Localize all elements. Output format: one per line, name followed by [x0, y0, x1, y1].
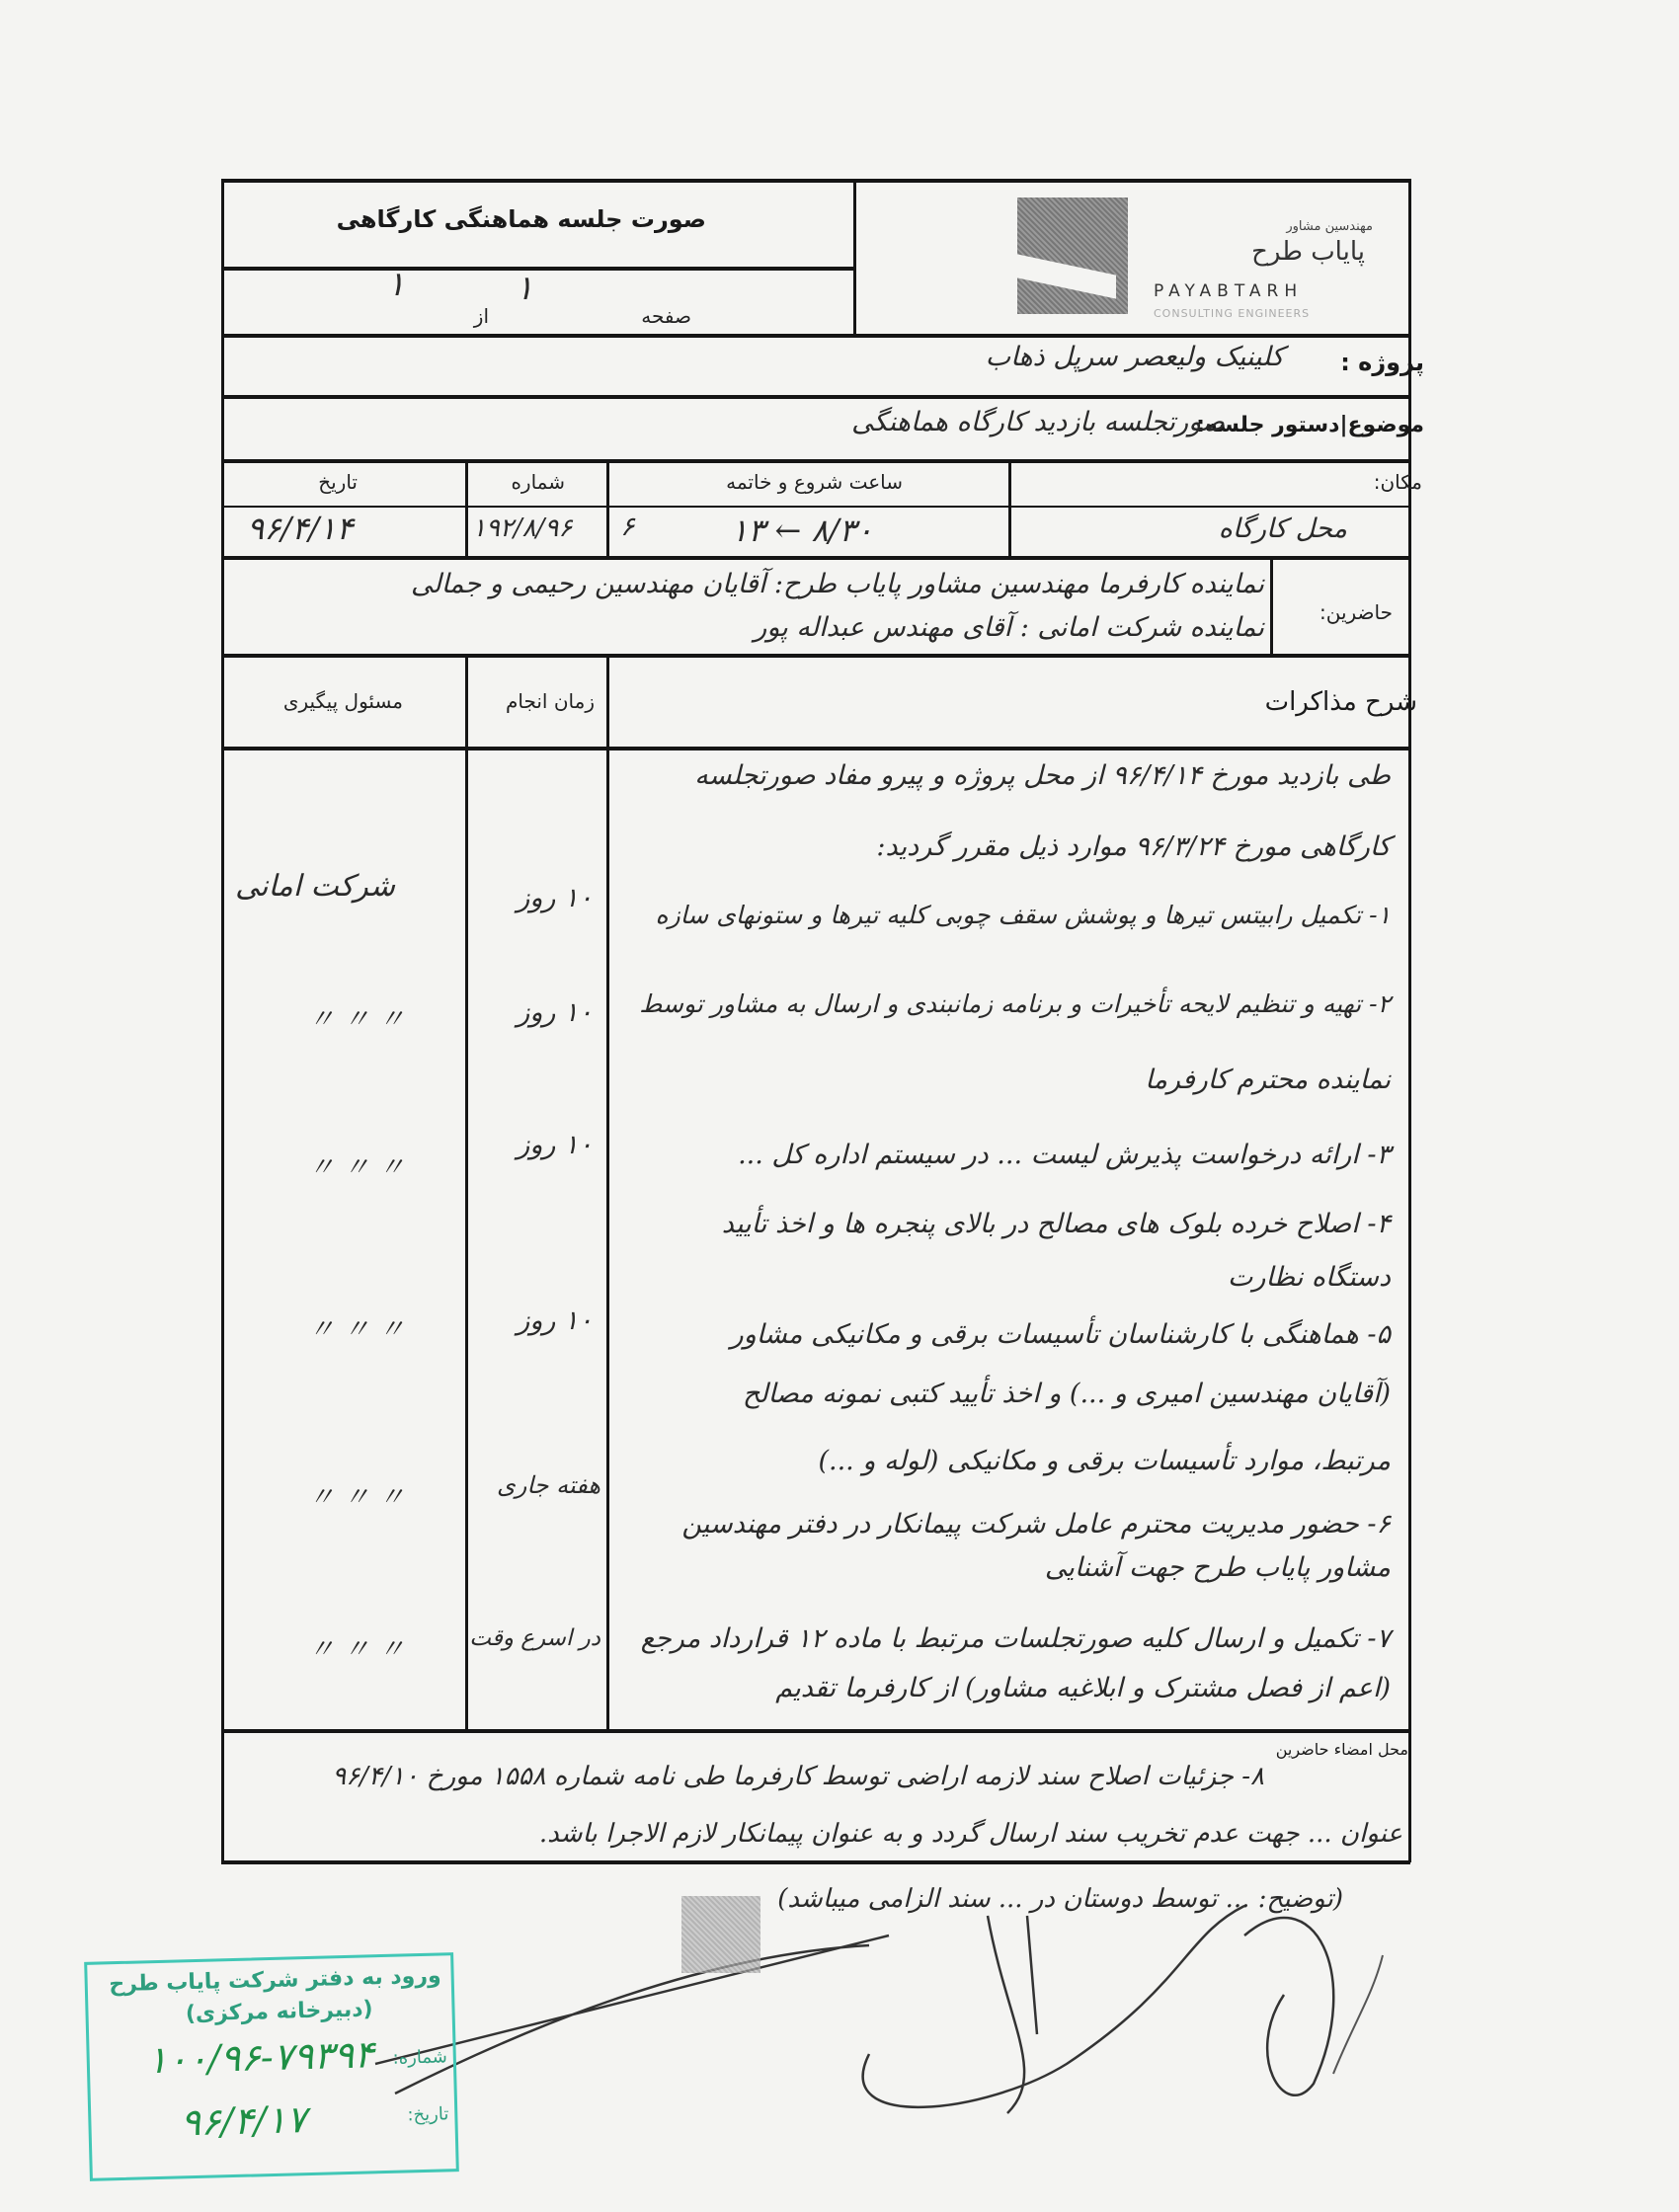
col-description: شرح مذاکرات: [1264, 687, 1417, 717]
col-deadline: زمان انجام: [505, 689, 595, 713]
deadline: در اسرع وقت: [469, 1625, 600, 1651]
discussion-line: مشاور پایاب طرح جهت آشنایی: [1044, 1552, 1391, 1583]
project-value: کلینیک ولیعصر سرپل ذهاب: [985, 342, 1284, 372]
registry-stamp: [84, 1952, 459, 2181]
logo-name-fa: پایاب طرح: [1251, 237, 1365, 267]
logo-subtitle: مهندسین مشاور: [1286, 219, 1373, 234]
deadline: هفته جاری: [496, 1471, 600, 1499]
discussion-line: (آقایان مهندسین امیری و ...) و اخذ تأیید کتبی نمونه مصالح: [742, 1379, 1391, 1409]
deadline: ۱۰ روز: [517, 1305, 593, 1336]
stamp-number-value: ۱۰۰/۹۶-۷۹۳۹۴: [146, 2032, 375, 2083]
page-label: صفحه: [641, 304, 691, 328]
stamp-date-label: تاریخ:: [407, 2103, 449, 2126]
discussion-line: ۳- ارائه درخواست پذیرش لیست ... در سیستم اداره کل ...: [738, 1140, 1391, 1170]
signature-note-line: عنوان ... جهت عدم تخریب سند ارسال گردد و به عنوان پیمانکار لازم الاجرا باشد.: [538, 1819, 1402, 1849]
number-value: ۱۹۲/۸/۹۶: [472, 514, 573, 543]
discussion-line: (اعم از فصل مشترک و ابلاغیه مشاور) از کارفرما تقدیم: [775, 1673, 1391, 1703]
responsible: شرکت امانی: [235, 869, 395, 904]
project-label: پروژه :: [1340, 349, 1424, 376]
location-label: مکان:: [1373, 470, 1422, 494]
page-total: ۱: [386, 265, 405, 304]
location-value: محل کارگاه: [1218, 514, 1347, 544]
date-value: ۹۶/۴/۱۴: [247, 510, 354, 547]
time-index: ۶: [620, 512, 635, 542]
responsible: 〃 〃 〃: [307, 1004, 405, 1035]
discussion-line: ۲- تهیه و تنظیم لایحه تأخیرات و برنامه زمانبندی و ارسال به مشاور توسط: [639, 989, 1391, 1018]
discussion-line: ۷- تکمیل و ارسال کلیه صورتجلسات مرتبط با ماده ۱۲ قرارداد مرجع: [640, 1623, 1391, 1654]
time-value: ۸/۳۰ ← ۱۳: [731, 512, 873, 549]
discussion-line: دستگاه نظارت: [1227, 1262, 1391, 1293]
deadline: ۱۰ روز: [517, 1130, 593, 1160]
subject-value: صورتجلسه بازدید کارگاه هماهنگی: [851, 407, 1225, 437]
stamp-title: ورود به دفتر شرکت پایاب طرح: [109, 1963, 441, 1998]
responsible: 〃 〃 〃: [307, 1634, 405, 1665]
time-label: ساعت شروع و خاتمه: [726, 470, 903, 494]
discussion-line: ۶- حضور مدیریت محترم عامل شرکت پیمانکار در دفتر مهندسین: [681, 1509, 1391, 1540]
signature-note-line: ۸- جزئیات اصلاح سند لازمه اراضی توسط کارفرما طی نامه شماره ۱۵۵۸ مورخ ۹۶/۴/۱۰: [332, 1762, 1264, 1791]
attendees-label: حاضرین:: [1319, 600, 1393, 624]
logo-name-en: PAYABTARH: [1154, 281, 1304, 301]
page-of-label: از: [473, 304, 489, 328]
discussion-line: ۱- تکمیل رابیتس تیرها و پوشش سقف چوبی کلیه تیرها و ستونهای سازه: [655, 901, 1391, 929]
date-label: تاریخ: [318, 470, 358, 494]
page-current: ۱: [515, 269, 533, 308]
attendee-line: نماینده شرکت امانی : آقای مهندس عبداله پور: [754, 612, 1264, 643]
deadline: ۱۰ روز: [517, 883, 593, 913]
discussion-line: ۵- هماهنگی با کارشناسان تأسیسات برقی و مکانیکی مشاور: [730, 1319, 1391, 1350]
responsible: 〃 〃 〃: [307, 1152, 405, 1183]
stamp-date-value: ۹۶/۴/۱۷: [180, 2097, 307, 2145]
footnote: (توضیح: ... توسط دوستان در ... سند الزامی میباشد): [777, 1884, 1343, 1914]
responsible: 〃 〃 〃: [307, 1314, 405, 1345]
stamp-subtitle: (دبیرخانه مرکزی): [185, 1997, 373, 2027]
discussion-line: مرتبط، موارد تأسیسات برقی و مکانیکی (لوله و ...): [818, 1446, 1391, 1476]
number-label: شماره: [511, 470, 565, 494]
signatures-label: محل امضاء حاضرین: [1275, 1740, 1408, 1759]
deadline: ۱۰ روز: [517, 997, 593, 1028]
responsible: 〃 〃 〃: [307, 1482, 405, 1513]
logo-tagline: CONSULTING ENGINEERS: [1154, 307, 1311, 320]
company-seal-icon: [681, 1896, 760, 1973]
col-responsible: مسئول پیگیری: [282, 689, 403, 713]
stamp-number-label: شماره:: [392, 2046, 448, 2069]
document-title: صورت جلسه هماهنگی کارگاهی: [336, 205, 706, 233]
subject-label: موضوع|دستور جلسه:: [1196, 413, 1424, 437]
discussion-line: ۴- اصلاح خرده بلوک های مصالح در بالای پنجره ها و اخذ تأیید: [721, 1209, 1391, 1239]
attendee-line: نماینده کارفرما مهندسین مشاور پایاب طرح: آقایان مهندسین رحیمی و جمالی: [410, 569, 1264, 599]
discussion-line: طی بازدید مورخ ۹۶/۴/۱۴ از محل پروژه و پیرو مفاد صورتجلسه: [694, 760, 1391, 791]
discussion-line: کارگاهی مورخ ۹۶/۳/۲۴ موارد ذیل مقرر گردید:: [876, 831, 1391, 862]
discussion-line: نماینده محترم کارفرما: [1145, 1065, 1391, 1095]
